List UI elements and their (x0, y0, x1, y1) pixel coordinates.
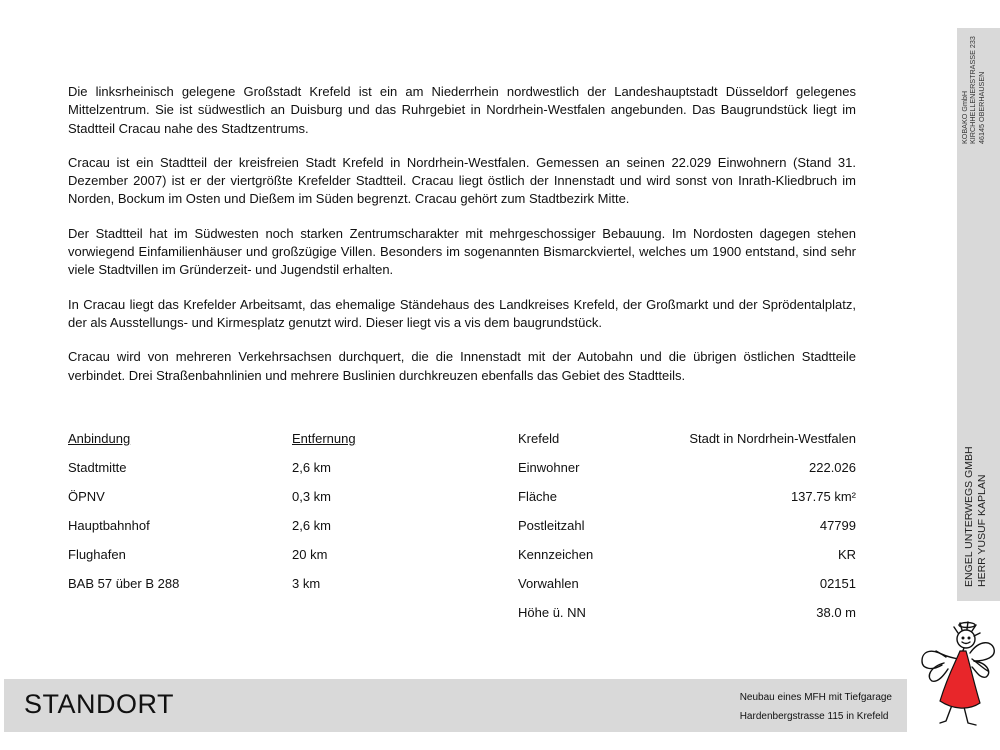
row-value: 2,6 km (292, 460, 332, 475)
paragraph: Cracau ist ein Stadtteil der kreisfreien Stadt Krefeld in Nordrhein-Westfalen. Gemessen an seinen 22.029 Einwohnern (Stand 31. Dezember 2007) ist er der viertgrößte Krefelder Stadtteil. Cracau liegt östlich der Innenstadt und wird sonst von Inrath-Kliedbruch im Norden, Bockum im Osten und Dießem im Süden begrenzt. Cracau gehört zum Stadtbezirk Mitte. (68, 154, 856, 207)
table-header-row (518, 424, 856, 453)
client-company: ENGEL UNTERWEGS GMBH (963, 446, 975, 587)
row-label: Vorwahlen (518, 576, 579, 591)
angel-logo-icon (918, 617, 998, 737)
header-city: Krefeld (518, 431, 560, 446)
city-facts-table (518, 424, 856, 627)
row-value: 02151 (819, 576, 856, 591)
table-row (68, 569, 368, 598)
company-street: KIRCHHELLENERSTRASSE 233 (968, 36, 978, 144)
company-name: KOBAKO GmbH (960, 90, 969, 144)
row-label: Hauptbahnhof (68, 518, 150, 533)
row-label: Höhe ü. NN (518, 605, 586, 620)
title-sidebar (957, 28, 1000, 601)
row-label: Fläche (518, 489, 558, 504)
row-label: Einwohner (518, 460, 580, 475)
row-value: 38.0 m (816, 605, 856, 620)
table-row (518, 482, 856, 511)
table-row (68, 511, 368, 540)
row-value: 137.75 km² (790, 489, 856, 504)
project-address: Hardenbergstrasse 115 in Krefeld (739, 711, 889, 722)
description-text (68, 83, 856, 401)
row-value: 20 km (292, 547, 328, 562)
row-value: 47799 (819, 518, 856, 533)
connection-table (68, 424, 368, 598)
header-entfernung: Entfernung (292, 431, 356, 446)
table-row (518, 511, 856, 540)
table-row (68, 482, 368, 511)
project-name: Neubau eines MFH mit Tiefgarage (739, 692, 892, 703)
row-label: ÖPNV (68, 489, 105, 504)
row-value: 222.026 (809, 460, 856, 475)
project-info (740, 688, 892, 726)
row-label: Kennzeichen (518, 547, 594, 562)
row-value: 3 km (292, 576, 321, 591)
table-header-row (68, 424, 368, 453)
paragraph: Cracau wird von mehreren Verkehrsachsen durchquert, die die Innenstadt mit der Autobahn und die übrigen östlichen Stadtteile verbindet. Drei Straßenbahnlinien und mehrere Buslinien durchkreuzen ebenfalls das Gebiet des Stadtteils. (68, 349, 856, 383)
client-info (963, 446, 988, 587)
table-row (68, 540, 368, 569)
table-row (518, 540, 856, 569)
page-title: STANDORT (24, 689, 175, 719)
header-anbindung: Anbindung (68, 431, 131, 446)
paragraph: Der Stadtteil hat im Südwesten noch starken Zentrumscharakter mit mehrgeschossiger Bebauung. Im Nordosten dagegen stehen vorwiegend Einfamilienhäuser und großzügige Villen. Besonders im sogenannten Bismarckviertel, welches um 1900 entstand, sind sehr viele Stadtvillen im Gründerzeit- und Jugendstil erhalten. (68, 225, 856, 278)
client-contact: HERR YUSUF KAPLAN (975, 474, 988, 587)
paragraph: In Cracau liegt das Krefelder Arbeitsamt, das ehemalige Ständehaus des Landkreises Krefeld, der Großmarkt und der Sprödentalplatz, der als Ausstellungs- und Kirmesplatz genutzt wird. Dieser liegt vis a vis dem baugrundstück. (68, 296, 856, 330)
row-label: BAB 57 über B 288 (68, 576, 180, 591)
row-label: Stadtmitte (68, 460, 127, 475)
row-value: 0,3 km (292, 489, 332, 504)
paragraph: Die linksrheinisch gelegene Großstadt Krefeld ist ein am Niederrhein nordwestlich der Landeshauptstadt Düsseldorf gelegenes Mittelzentrum. Sie ist südwestlich an Duisburg und das Ruhrgebiet in Nordrhein-Westfalen angebunden. Das Baugrundstück liegt im Stadtteil Cracau nahe des Stadtzentrums. (68, 84, 856, 136)
dress-shape (940, 651, 980, 708)
footer-bar (4, 679, 907, 732)
table-row (518, 453, 856, 482)
company-city: 46145 OBERHAUSEN (976, 71, 986, 144)
table-row (518, 569, 856, 598)
header-city-description: Stadt in Nordrhein-Westfalen (689, 431, 856, 446)
table-row (518, 598, 856, 627)
row-label: Flughafen (68, 547, 126, 562)
row-label: Postleitzahl (518, 518, 585, 533)
company-address (961, 36, 986, 144)
row-value: 2,6 km (292, 518, 332, 533)
table-row (68, 453, 368, 482)
row-value: KR (837, 547, 856, 562)
